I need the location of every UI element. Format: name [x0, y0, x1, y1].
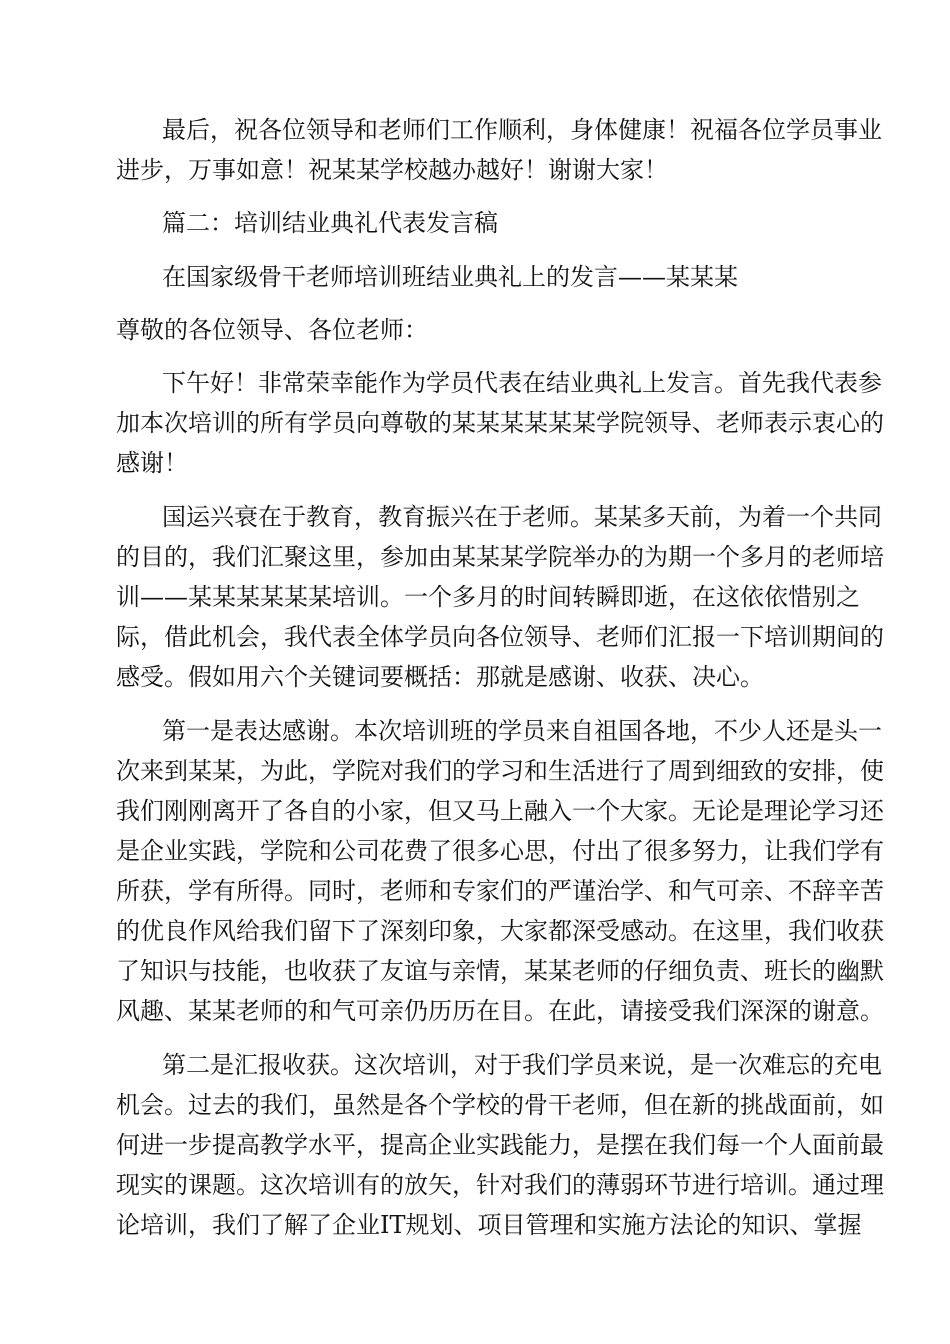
text-line: 感受。假如用六个关键词要概括：那就是感谢、收获、决心。 [116, 663, 764, 691]
text-line: 加本次培训的所有学员向尊敬的某某某某某某学院领导、老师表示衷心的 [116, 409, 884, 437]
text-line: 际，借此机会，我代表全体学员向各位领导、老师们汇报一下培训期间的 [116, 623, 884, 651]
section-heading: 篇二：培训结业典礼代表发言稿 [162, 209, 498, 237]
text-line: 是企业实践，学院和公司花费了很多心思，付出了很多努力，让我们学有 [116, 837, 884, 865]
text-line: 下午好！非常荣幸能作为学员代表在结业典礼上发言。首先我代表参 [162, 369, 882, 397]
text-line: 国运兴衰在于教育，教育振兴在于老师。某某多天前，为着一个共同 [162, 503, 882, 531]
text-line: 进步，万事如意！祝某某学校越办越好！谢谢大家！ [116, 156, 668, 184]
text-line: 所获，学有所得。同时，老师和专家们的严谨治学、和气可亲、不辞辛苦 [116, 877, 884, 905]
text-line: 感谢！ [116, 449, 188, 477]
salutation: 尊敬的各位领导、各位老师： [116, 316, 428, 344]
text-line: 训——某某某某某某培训。一个多月的时间转瞬即逝，在这依依惜别之 [116, 583, 860, 611]
text-line: 的目的，我们汇聚这里，参加由某某某学院举办的为期一个多月的老师培 [116, 543, 884, 571]
text-line: 的优良作风给我们留下了深刻印象，大家都深受感动。在这里，我们收获 [116, 917, 884, 945]
text-line: 第一是表达感谢。本次培训班的学员来自祖国各地，不少人还是头一 [162, 717, 882, 745]
text-line: 了知识与技能，也收获了友谊与亲情，某某老师的仔细负责、班长的幽默 [116, 957, 884, 985]
text-line: 最后，祝各位领导和老师们工作顺利，身体健康！祝福各位学员事业 [162, 116, 882, 144]
text-line: 风趣、某某老师的和气可亲仍历历在目。在此，请接受我们深深的谢意。 [116, 997, 884, 1025]
text-line: 机会。过去的我们，虽然是各个学校的骨干老师，但在新的挑战面前，如 [116, 1091, 884, 1119]
text-line: 第二是汇报收获。这次培训，对于我们学员来说，是一次难忘的充电 [162, 1051, 882, 1079]
text-line: 何进一步提高教学水平，提高企业实践能力，是摆在我们每一个人面前最 [116, 1131, 884, 1159]
text-line: 现实的课题。这次培训有的放矢，针对我们的薄弱环节进行培训。通过理 [116, 1171, 884, 1199]
text-line: 我们刚刚离开了各自的小家，但又马上融入一个大家。无论是理论学习还 [116, 797, 884, 825]
text-line: 次来到某某，为此，学院对我们的学习和生活进行了周到细致的安排，使 [116, 757, 884, 785]
speech-title: 在国家级骨干老师培训班结业典礼上的发言——某某某 [162, 263, 738, 291]
text-line: 论培训，我们了解了企业IT规划、项目管理和实施方法论的知识、掌握 [116, 1211, 862, 1239]
